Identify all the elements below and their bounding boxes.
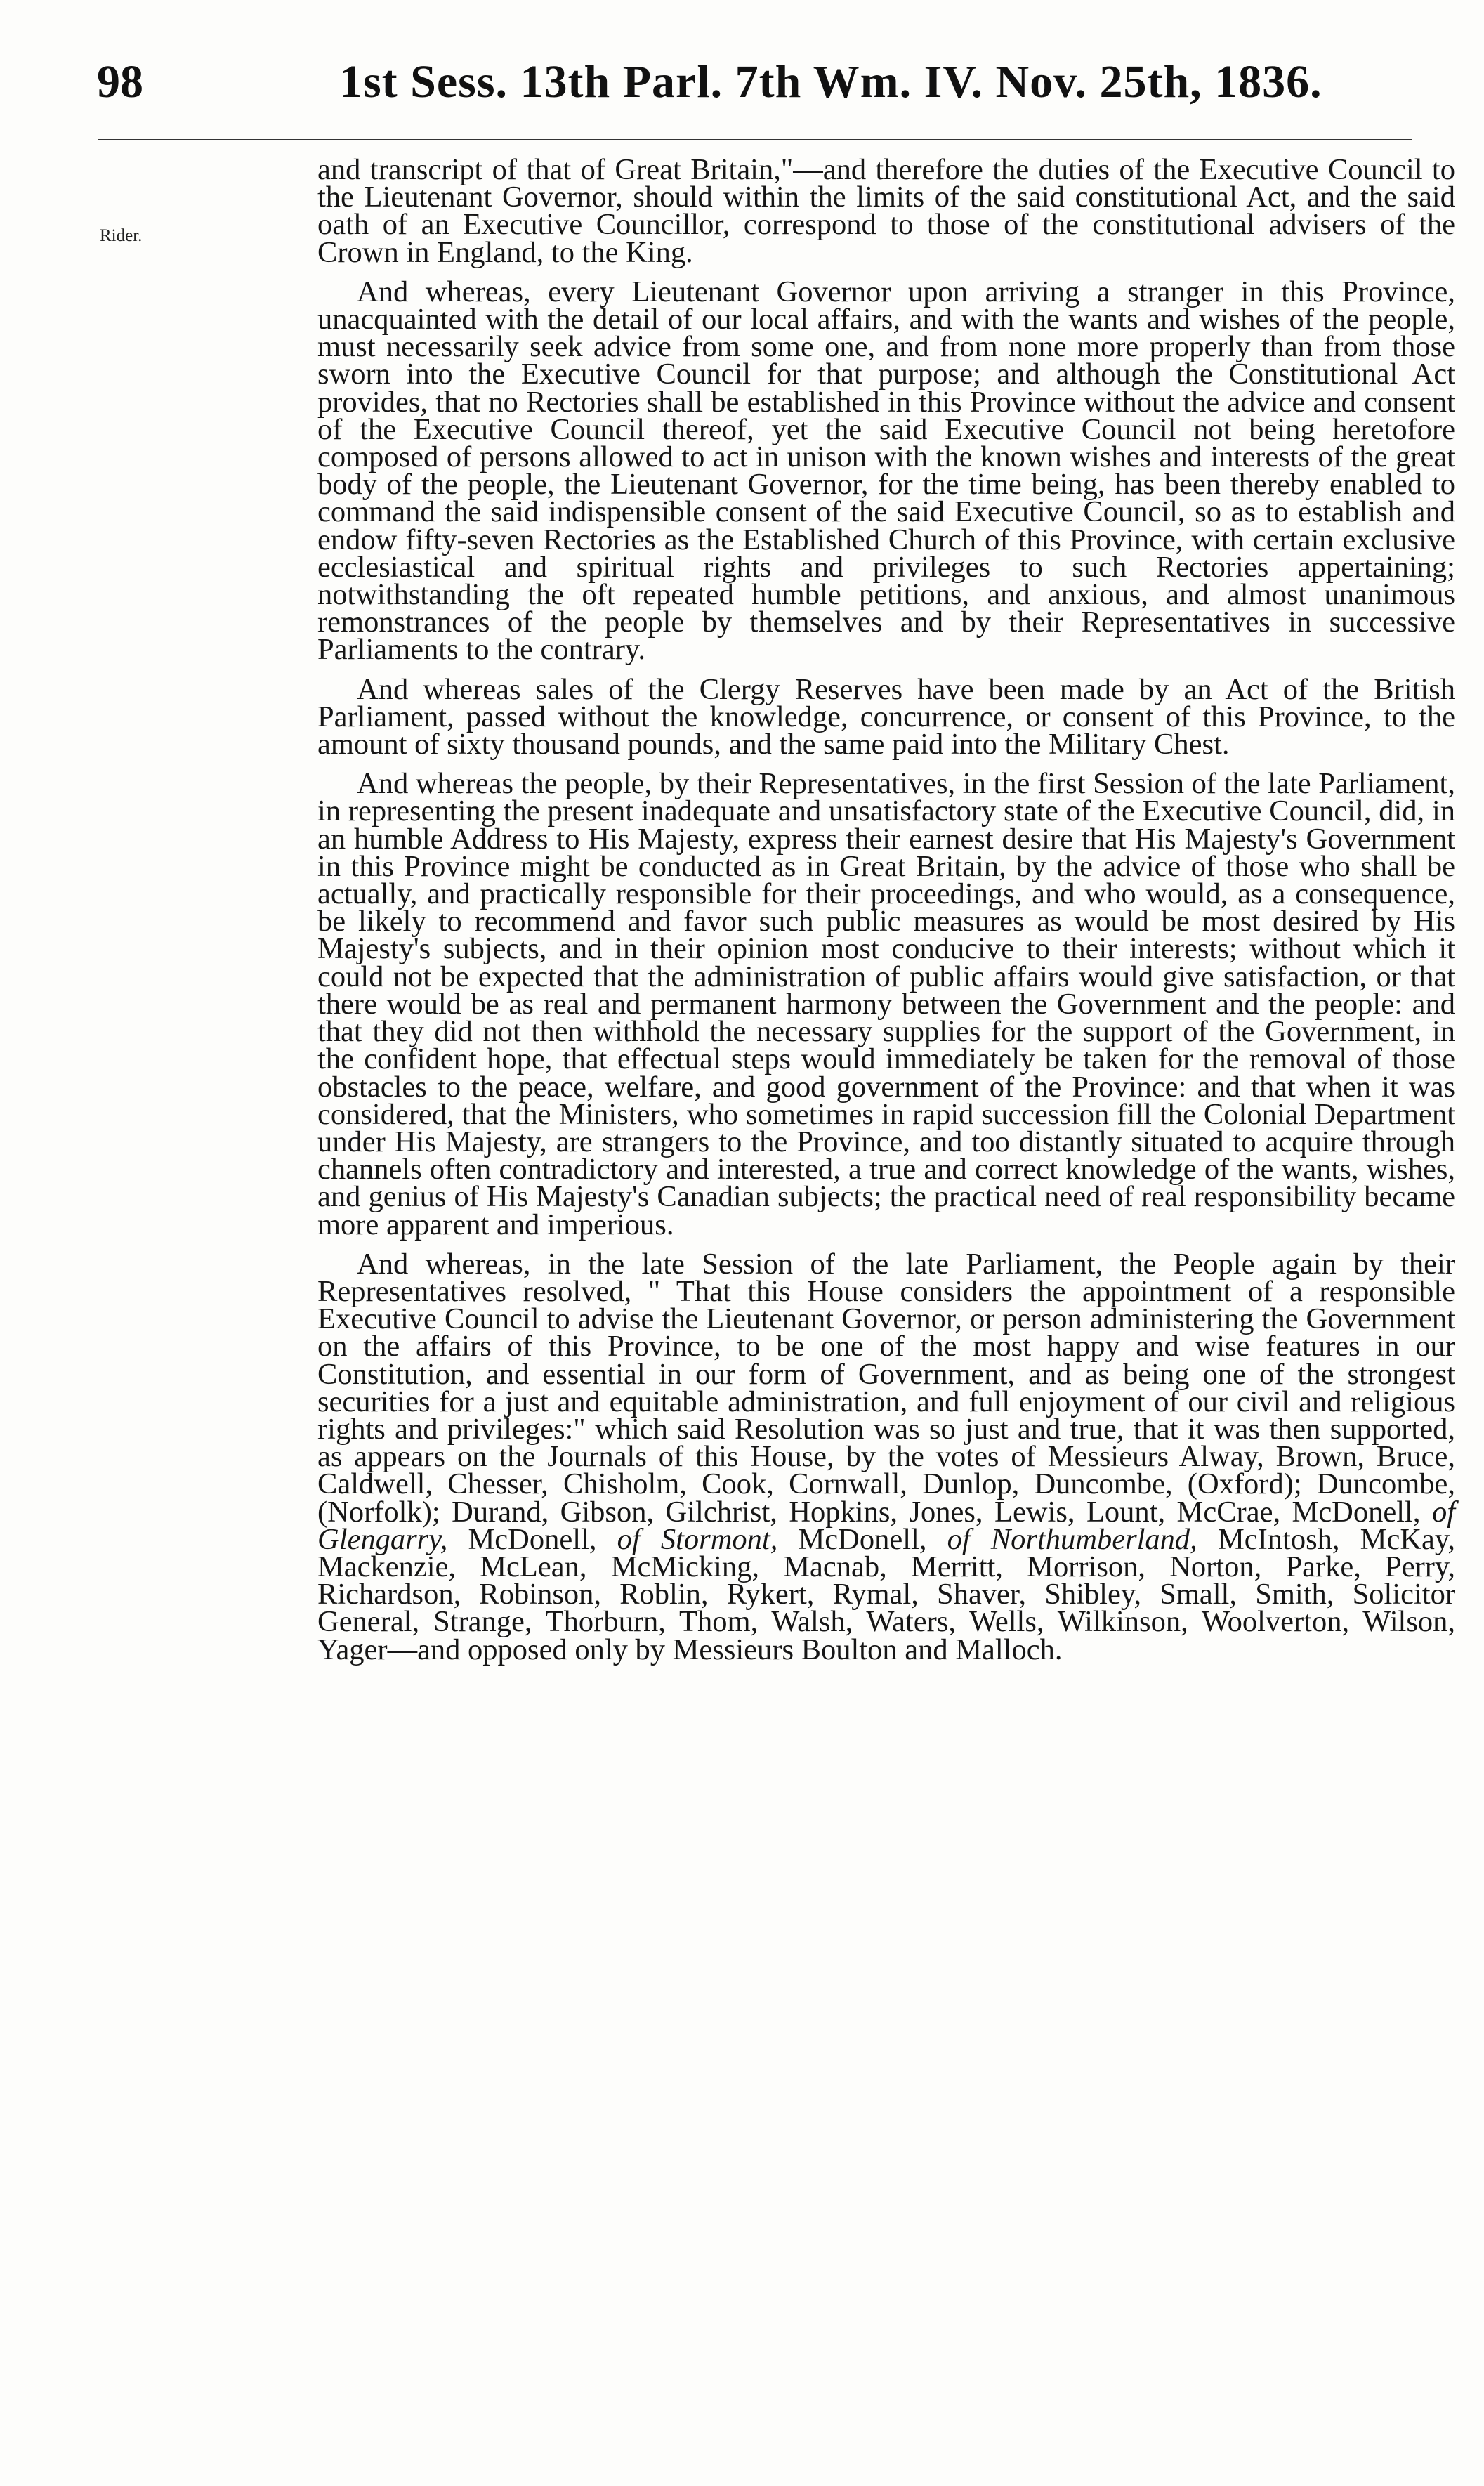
paragraph-5 bbox=[317, 1247, 1455, 1666]
paragraph-5-italic-northumberland: of Northumberland, bbox=[947, 1522, 1197, 1556]
paragraph-4: And whereas the people, by their Representatives, in the first Session of the late Parliament, in representing the present inadequate and unsatisfactory state of the Executive Council, did, in an humble Address to His Majesty, express their earnest desire that His Majesty's Government in this Province might be conducted as in Great Britain, by the advice of those who shall be actually, and practically responsible for their proceedings, and who would, as a consequence, be likely to recommend and favor such public measures as would be most desired by His Majesty's subjects, and in their opinion most conducive to their interests; without which it could not be expected that the administration of public affairs would give satisfaction, or that there would be as real and permanent harmony between the Government and the people: and that they did not then withhold the necessary supplies for the support of the Government, in the confident hope, that effectual steps would immediately be taken for the removal of those obstacles to the peace, welfare, and good government of the Province: and that when it was considered, that the Ministers, who sometimes in rapid succession fill the Colonial Department under His Majesty, are strangers to the Province, and too distantly situated to acquire through channels often contradictory and interested, a true and correct knowledge of the wants, wishes, and genius of His Majesty's Canadian subjects; the practical need of real responsibility became more apparent and imperious. bbox=[317, 767, 1455, 1241]
paragraph-5-italic-glengarry: of Glengarry, bbox=[317, 1495, 1455, 1556]
paragraph-3: And whereas sales of the Clergy Reserves have been made by an Act of the British Parliament, passed without the knowledge, concurrence, or consent of this Province, to the amount of sixty thousand pounds, and the same paid into the Military Chest. bbox=[317, 672, 1455, 761]
margin-note: Rider. bbox=[100, 226, 143, 245]
paragraph-5-part-c: McDonell, bbox=[777, 1522, 947, 1556]
paragraph-5-part-d: McIntosh, McKay, Mackenzie, McLean, McMicking, Macnab, Merritt, Morrison, Norton, Parke, Perry, Richardson, Robinson, Roblin, Rykert, Rymal, Shaver, Shibley, Small, Smith, Solicitor General, Strange, Thorburn, Thom, Walsh, Waters, Wells, Wilkinson, Woolverton, Wilson, Yager—and opposed only by Messieurs Boulton and Malloch. bbox=[317, 1522, 1455, 1666]
paragraph-5-part-a: And whereas, in the late Session of the late Parliament, the People again by their Representatives resolved, " That this House considers the appointment of a responsible Executive Council to advise the Lieutenant Governor, or person administering the Government on the affairs of this Province, to be one of the most happy and wise features in our Constitution, and essential in our form of Government, and as being one of the strongest securities for a just and equitable administration, and full enjoyment of our civil and religious rights and privileges:" which said Resolution was so just and true, that it was then supported, as appears on the Journals of this House, by the votes of Messieurs Alway, Brown, Bruce, Caldwell, Chesser, Chisholm, Cook, Cornwall, Dunlop, Duncombe, (Oxford); Duncombe, (Norfolk); Durand, Gibson, Gilchrist, Hopkins, Jones, Lewis, Lount, McCrae, McDonell, bbox=[317, 1247, 1455, 1529]
paragraph-5-part-b: McDonell, bbox=[447, 1522, 617, 1556]
paragraph-1: and transcript of that of Great Britain,"—and therefore the duties of the Executive Council to the Lieutenant Governor, should within the limits of the said constitutional Act, and the said oath of an Executive Councillor, correspond to those of the constitutional advisers of the Crown in England, to the King. bbox=[317, 153, 1455, 269]
header-rule bbox=[98, 138, 1412, 140]
page-header bbox=[97, 51, 1410, 114]
paragraph-2: And whereas, every Lieutenant Governor upon arriving a stranger in this Province, unacquainted with the detail of our local affairs, and with the wants and wishes of the people, must necessarily seek advice from some one, and from none more properly than from those sworn into the Executive Council for that purpose; and although the Constitutional Act provides, that no Rectories shall be established in this Province without the advice and consent of the Executive Council thereof, yet the said Executive Council not being heretofore composed of persons allowed to act in unison with the known wishes and interests of the great body of the people, the Lieutenant Governor, for the time being, has been thereby enabled to command the said indispensible consent of the said Executive Council, so as to establish and endow fifty-seven Rectories as the Established Church of this Province, with certain exclusive ecclesiastical and spiritual rights and privileges to such Rectories appertaining; notwithstanding the oft repeated humble petitions, and anxious, and almost unanimous remonstrances of the people by themselves and by their Representatives in successive Parliaments to the contrary. bbox=[317, 275, 1455, 667]
running-head: 1st Sess. 13th Parl. 7th Wm. IV. Nov. 25th, 1836. bbox=[339, 56, 1322, 107]
paragraph-5-italic-stormont: of Stormont, bbox=[617, 1522, 778, 1556]
page-number: 98 bbox=[97, 56, 143, 107]
body-text bbox=[317, 153, 1455, 1675]
